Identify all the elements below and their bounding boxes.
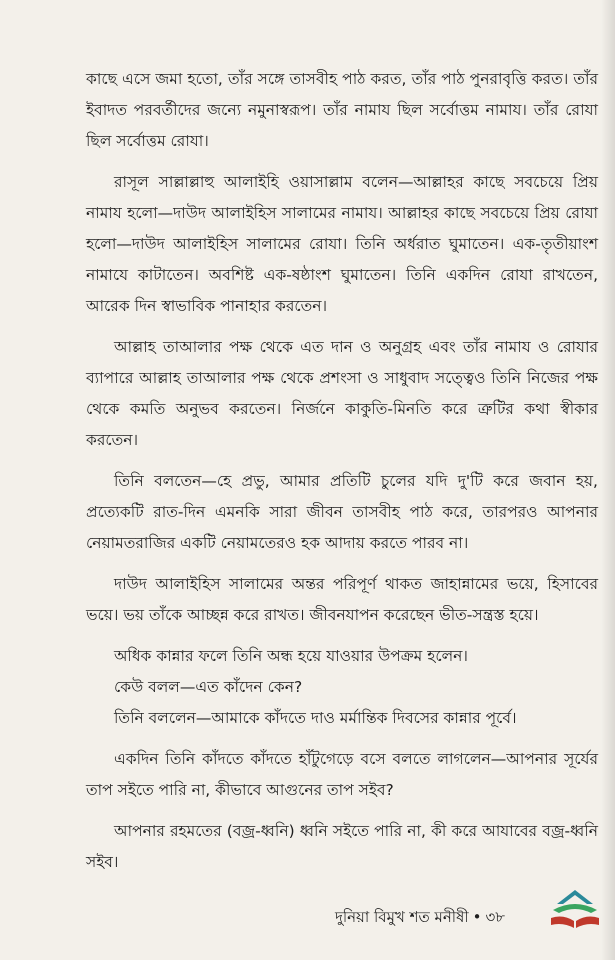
page-number: ৩৮ bbox=[485, 908, 505, 926]
running-footer bbox=[335, 906, 505, 931]
paragraph: তিনি বলতেন—হে প্রভু, আমার প্রতিটি চুলের যদি দু'টি করে জবান হয়, প্রত্যেকটি রাত-দিন এমনকি সারা জীবন তাসবীহ পাঠ করে, তারপরও আপনার নেয়ামতরাজির একটি নেয়ামতেরও হক আদায় করতে পারব না। bbox=[86, 472, 598, 552]
text-line: অধিক কান্নার ফলে তিনি অন্ধ হয়ে যাওয়ার উপক্রম হলেন। bbox=[114, 647, 468, 665]
page-edge-shadow bbox=[601, 0, 615, 960]
short-lines-group bbox=[86, 641, 598, 734]
paragraph: দাউদ আলাইহিস সালামের অন্তর পরিপূর্ণ থাকত জাহান্নামের ভয়ে, হিসাবের ভয়ে। ভয় তাঁকে আচ্ছন্ন করে রাখত। জীবনযাপন করেছেন ভীত-সন্ত্রস্ত হয়ে। bbox=[86, 575, 598, 624]
paragraph: কাছে এসে জমা হতো, তাঁর সঙ্গে তাসবীহ পাঠ করত, তাঁর পাঠ পুনরাবৃত্তি করত। তাঁর ইবাদত পরবর্তীদের জন্যে নমুনাস্বরূপ। তাঁর নামায ছিল সর্বোত্তম নামায। তাঁর রোযা ছিল সর্বোত্তম রোযা। bbox=[86, 70, 598, 150]
page-footer bbox=[0, 900, 615, 940]
book-title: দুনিয়া বিমুখ শত মনীষী bbox=[334, 908, 469, 926]
text-line: কেউ বলল—এত কাঁদেন কেন? bbox=[114, 678, 303, 696]
paragraph: আপনার রহমতের (বজ্র-ধ্বনি) ধ্বনি সইতে পারি না, কী করে আযাবের বজ্র-ধ্বনি সইব। bbox=[86, 822, 598, 871]
publisher-logo-icon bbox=[543, 886, 607, 938]
text-line: তিনি বললেন—আমাকে কাঁদতে দাও মর্মান্তিক দিবসের কান্নার পূর্বে। bbox=[114, 709, 517, 727]
footer-separator: • bbox=[472, 908, 482, 926]
paragraph: আল্লাহ তাআলার পক্ষ থেকে এত দান ও অনুগ্রহ এবং তাঁর নামায ও রোযার ব্যাপারে আল্লাহ তাআলার পক্ষ থেকে প্রশংসা ও সাধুবাদ সত্ত্বেও তিনি নিজের পক্ষ থেকে কমতি অনুভব করতেন। নির্জনে কাকুতি-মিনতি করে ত্রুটির কথা স্বীকার করতেন। bbox=[86, 338, 598, 449]
paragraph: রাসূল সাল্লাল্লাহু আলাইহি ওয়াসাল্লাম বলেন—আল্লাহর কাছে সবচেয়ে প্রিয় নামায হলো—দাউদ আলাইহিস সালামের নামায। আল্লাহর কাছে সবচেয়ে প্রিয় রোযা হলো—দাউদ আলাইহিস সালামের রোযা। তিনি অর্ধরাত ঘুমাতেন। এক-তৃতীয়াংশ নামাযে কাটাতেন। অবশিষ্ট এক-ষষ্ঠাংশ ঘুমাতেন। তিনি একদিন রোযা রাখতেন, আরেক দিন স্বাভাবিক পানাহার করতেন। bbox=[86, 173, 598, 315]
paragraph: একদিন তিনি কাঁদতে কাঁদতে হাঁটুগেড়ে বসে বলতে লাগলেন—আপনার সূর্যের তাপ সইতে পারি না, কীভাবে আগুনের তাপ সইব? bbox=[86, 750, 598, 799]
page-body bbox=[86, 64, 598, 888]
